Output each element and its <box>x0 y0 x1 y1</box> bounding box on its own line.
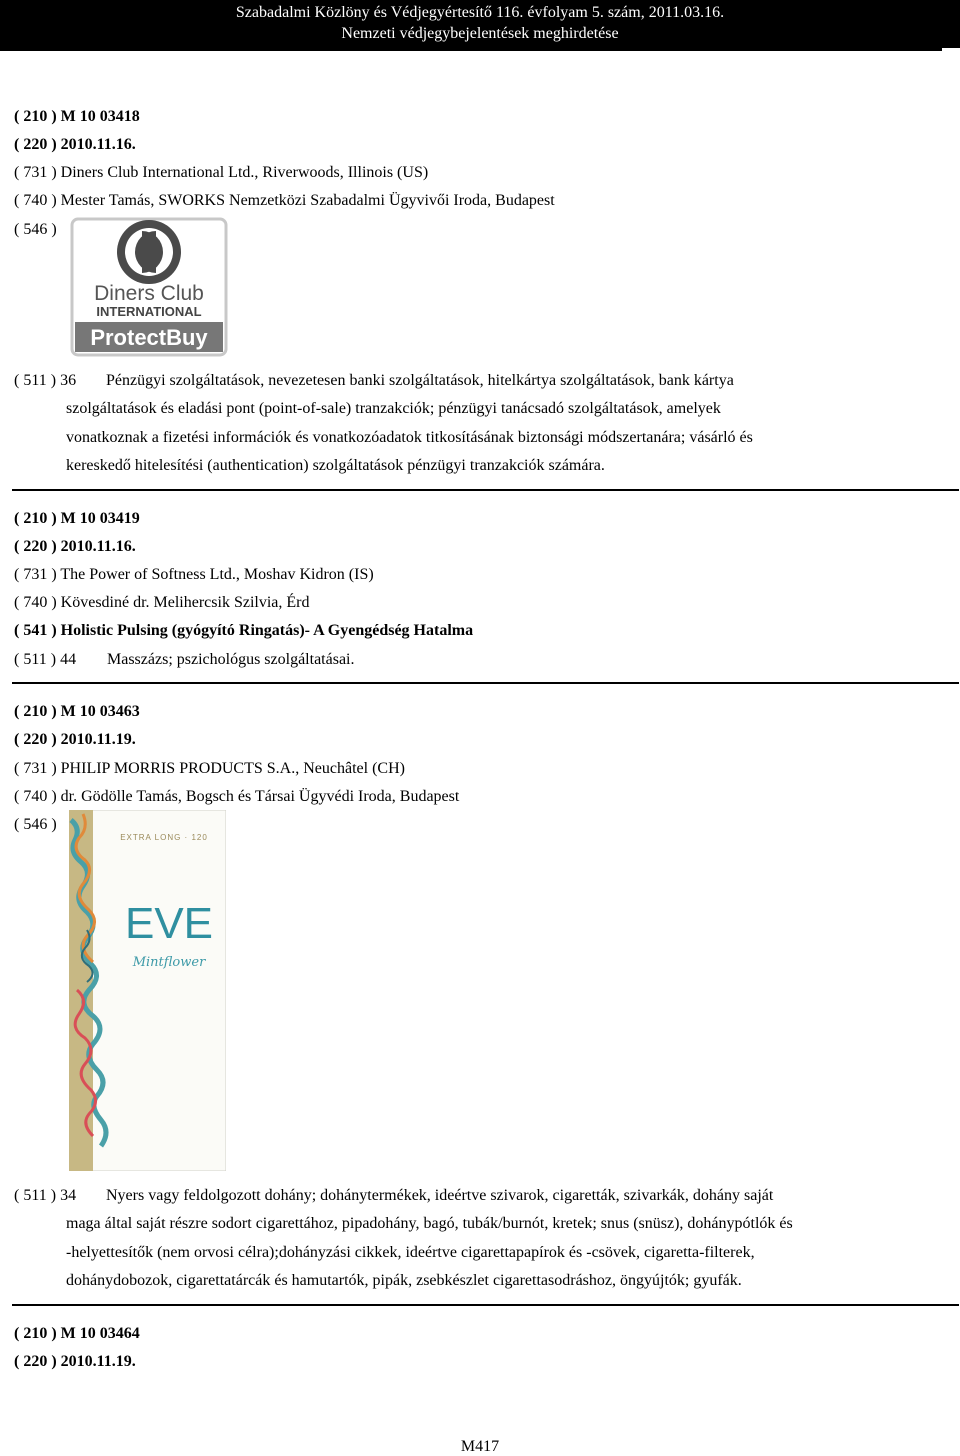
entry2-220: ( 220 ) 2010.11.16. <box>14 538 136 555</box>
logo1-product: ProtectBuy <box>90 325 208 350</box>
entry2-511-text: Masszázs; pszichológus szolgáltatásai. <box>107 651 355 668</box>
entry1-731: ( 731 ) Diners Club International Ltd., Riverwoods, Illinois (US) <box>14 164 429 181</box>
logo1-sub: INTERNATIONAL <box>96 304 202 319</box>
entry2-210: ( 210 ) M 10 03419 <box>14 510 140 527</box>
separator <box>12 489 959 491</box>
entry2-541: ( 541 ) Holistic Pulsing (gyógyító Ringatás)- A Gyengédség Hatalma <box>14 622 474 639</box>
entry3-220: ( 220 ) 2010.11.19. <box>14 731 136 748</box>
journal-title: Szabadalmi Közlöny és Védjegyértesítő 116. évfolyam 5. szám, 2011.03.16. <box>235 4 725 21</box>
eve-cigarette-pack-image <box>69 810 226 1171</box>
logo2-brand: EVE <box>124 899 214 948</box>
entry1-511-line4: kereskedő hitelesítési (authentication) szolgáltatások pénzügyi tranzakciók számára. <box>66 457 605 475</box>
entry1-511-line1: Pénzügyi szolgáltatások, nevezetesen banki szolgáltatások, hitelkártya szolgáltatások, bank kártya <box>106 372 734 389</box>
entry1-511-code: ( 511 ) 36 <box>14 372 77 389</box>
entry1-740: ( 740 ) Mester Tamás, SWORKS Nemzetközi Szabadalmi Ügyvivői Iroda, Budapest <box>14 192 555 209</box>
entry3-546: ( 546 ) <box>14 816 57 833</box>
logo2-top: EXTRA LONG · 120 <box>120 833 208 842</box>
page-header <box>0 0 960 48</box>
entry2-731: ( 731 ) The Power of Softness Ltd., Moshav Kidron (IS) <box>14 566 374 583</box>
header-rule <box>0 48 942 51</box>
separator <box>12 1304 959 1306</box>
entry1-546: ( 546 ) <box>14 221 57 238</box>
entry2-511-code: ( 511 ) 44 <box>14 651 77 668</box>
entry3-511-line3: -helyettesítők (nem orvosi célra);dohányzási cikkek, ideértve cigarettapapírok és -csövek, cigaretta-filterek, <box>66 1243 755 1261</box>
entry1-511-line2: szolgáltatások és eladási pont (point-of-sale) tranzakciók; pénzügyi tanácsadó szolgáltatások, amelyek <box>66 400 721 418</box>
entry3-210: ( 210 ) M 10 03463 <box>14 703 140 720</box>
section-title: Nemzeti védjegybejelentések meghirdetése <box>341 25 619 42</box>
diners-club-logo <box>69 216 229 358</box>
entry3-731: ( 731 ) PHILIP MORRIS PRODUCTS S.A., Neuchâtel (CH) <box>14 760 405 777</box>
page-number: M417 <box>460 1438 500 1455</box>
entry1-511-line3: vonatkoznak a fizetési információk és vonatkozóadatok titkosításának biztonsági módszertanára; vásárló és <box>66 428 753 446</box>
entry3-511-line4: dohánydobozok, cigarettatárcák és hamutartók, pipák, zsebkészlet cigarettasodráshoz, öngyújtók; gyufák. <box>66 1272 742 1290</box>
logo2-sub: Mintflower <box>132 955 206 970</box>
entry4-210: ( 210 ) M 10 03464 <box>14 1325 140 1342</box>
entry4-220: ( 220 ) 2010.11.19. <box>14 1353 136 1370</box>
entry1-220: ( 220 ) 2010.11.16. <box>14 136 136 153</box>
entry3-511-line1: Nyers vagy feldolgozott dohány; dohánytermékek, ideértve szivarok, cigaretták, szivarkák, dohány saját <box>106 1187 774 1204</box>
entry2-740: ( 740 ) Kövesdiné dr. Melihercsik Szilvia, Érd <box>14 594 310 611</box>
entry3-511-line2: maga által saját részre sodort cigarettához, pipadohány, bagó, tubák/burnót, kretek; snus (snüsz), dohánypótlók és <box>66 1215 793 1233</box>
entry3-511-text <box>66 1182 886 1296</box>
separator <box>12 682 959 684</box>
entry1-511-text <box>66 367 886 481</box>
entry1-210: ( 210 ) M 10 03418 <box>14 108 140 125</box>
entry3-740: ( 740 ) dr. Gödölle Tamás, Bogsch és Társai Ügyvédi Iroda, Budapest <box>14 788 460 805</box>
logo1-brand: Diners Club <box>94 282 204 305</box>
entry3-511-code: ( 511 ) 34 <box>14 1187 77 1204</box>
